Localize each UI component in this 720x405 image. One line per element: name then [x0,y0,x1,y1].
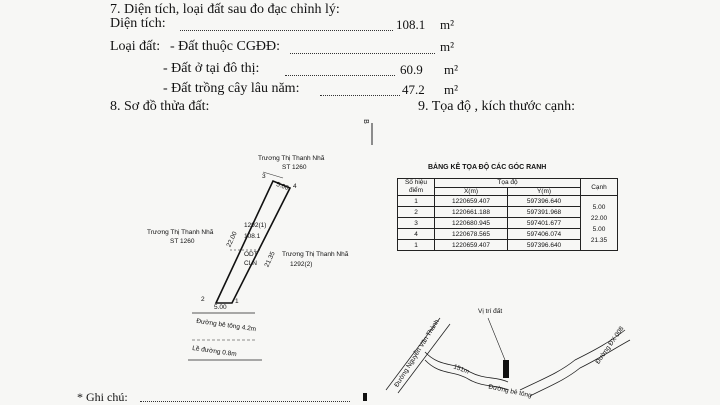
col-coord: Tọa độ [435,179,581,188]
row-x: 1220680.945 [435,218,508,229]
right-owner: Trương Thị Thanh Nhã [282,251,349,258]
urban-value: 60.9 [400,62,423,77]
col-y: Y(m) [508,187,581,196]
left-owner: Trương Thị Thanh Nhã [147,229,214,236]
edge-bottom-length: 5.00 [214,304,227,311]
top-owner: Trương Thị Thanh Nhã [258,155,325,162]
col-point-no: Số hiệu điểm [398,179,435,196]
row-no: 1 [398,240,435,251]
row-x: 1220678.565 [435,229,508,240]
edge-right-length: 21.35 [263,250,277,269]
row-no: 1 [398,196,435,207]
row-y: 597396.640 [508,196,581,207]
corner-3: 3 [262,173,266,180]
edge-value: 22.00 [590,215,608,222]
row-y: 597401.677 [508,218,581,229]
row-no: 4 [398,229,435,240]
site-pointer [488,318,505,360]
edge-value: 21.35 [590,237,608,244]
perennial-unit: m² [444,82,459,97]
area-label: Diện tích: [110,16,166,31]
parcel-use-cln: CLN [244,260,258,267]
perennial-label: - Đất trồng cây lâu năm: [163,81,300,96]
row-x: 1220661.188 [435,207,508,218]
section7-heading: 7. Diện tích, loại đất sau đo đạc chỉnh lý: [110,2,340,17]
road-label: Đường bê tông 4.2m [195,317,257,334]
distance-label: 151m [452,363,470,376]
corner-2: 2 [201,296,205,303]
road-dx008: Đường ĐX 008 [594,325,626,366]
area-value: 108.1 [396,17,426,32]
section8-heading: 8. Sơ đồ thửa đất: [110,99,210,114]
perennial-value: 47.2 [402,82,425,97]
dotted-leader [140,401,350,402]
urban-label: - Đất ở tại đô thị: [163,61,260,76]
site-marker-icon [503,360,509,378]
right-parcel: 1292(2) [290,261,313,268]
notes-label: * Ghi chú: [77,390,128,404]
row-no: 3 [398,218,435,229]
north-label: B [361,119,369,124]
top-parcel: ST 1260 [282,164,307,171]
road-nguyen-van-thanh: Đường Nguyễn Văn Thành [393,318,441,389]
parcel-use-odt: ODT [244,251,258,258]
cgdd-label: - Đất thuộc CGĐĐ: [170,39,281,54]
row-y: 597406.074 [508,229,581,240]
left-parcel: ST 1260 [170,238,195,245]
land-type-label: Loại đất: [110,39,161,54]
site-label: Vị trí đất [478,308,503,315]
corner-1: 1 [235,298,239,305]
coord-table-title: BẢNG KÊ TỌA ĐỘ CÁC GÓC RANH [428,164,547,171]
urban-unit: m² [444,62,459,77]
col-x: X(m) [435,187,508,196]
edge-value: 5.00 [592,204,606,211]
road-concrete: Đường bê tông [487,383,533,400]
col-edge: Cạnh [581,179,618,196]
area-unit: m² [440,17,455,32]
row-y: 597391.968 [508,207,581,218]
row-x: 1220659.407 [435,196,508,207]
corner-4: 4 [293,183,297,190]
row-no: 2 [398,207,435,218]
parcel-id: 1292(1) [244,222,267,229]
row-y: 597396.640 [508,240,581,251]
edge-value: 5.00 [592,226,606,233]
marker-icon [363,393,367,401]
section9-heading: 9. Tọa độ , kích thước cạnh: [418,99,576,114]
edge-top-length: 5.00 [275,181,290,192]
parcel-area: 108.1 [244,233,261,240]
edge-left-length: 22.00 [225,230,239,249]
row-x: 1220659.407 [435,240,508,251]
sidewalk-label: Lề đường 0.8m [191,344,238,359]
cgdd-unit: m² [440,39,455,54]
